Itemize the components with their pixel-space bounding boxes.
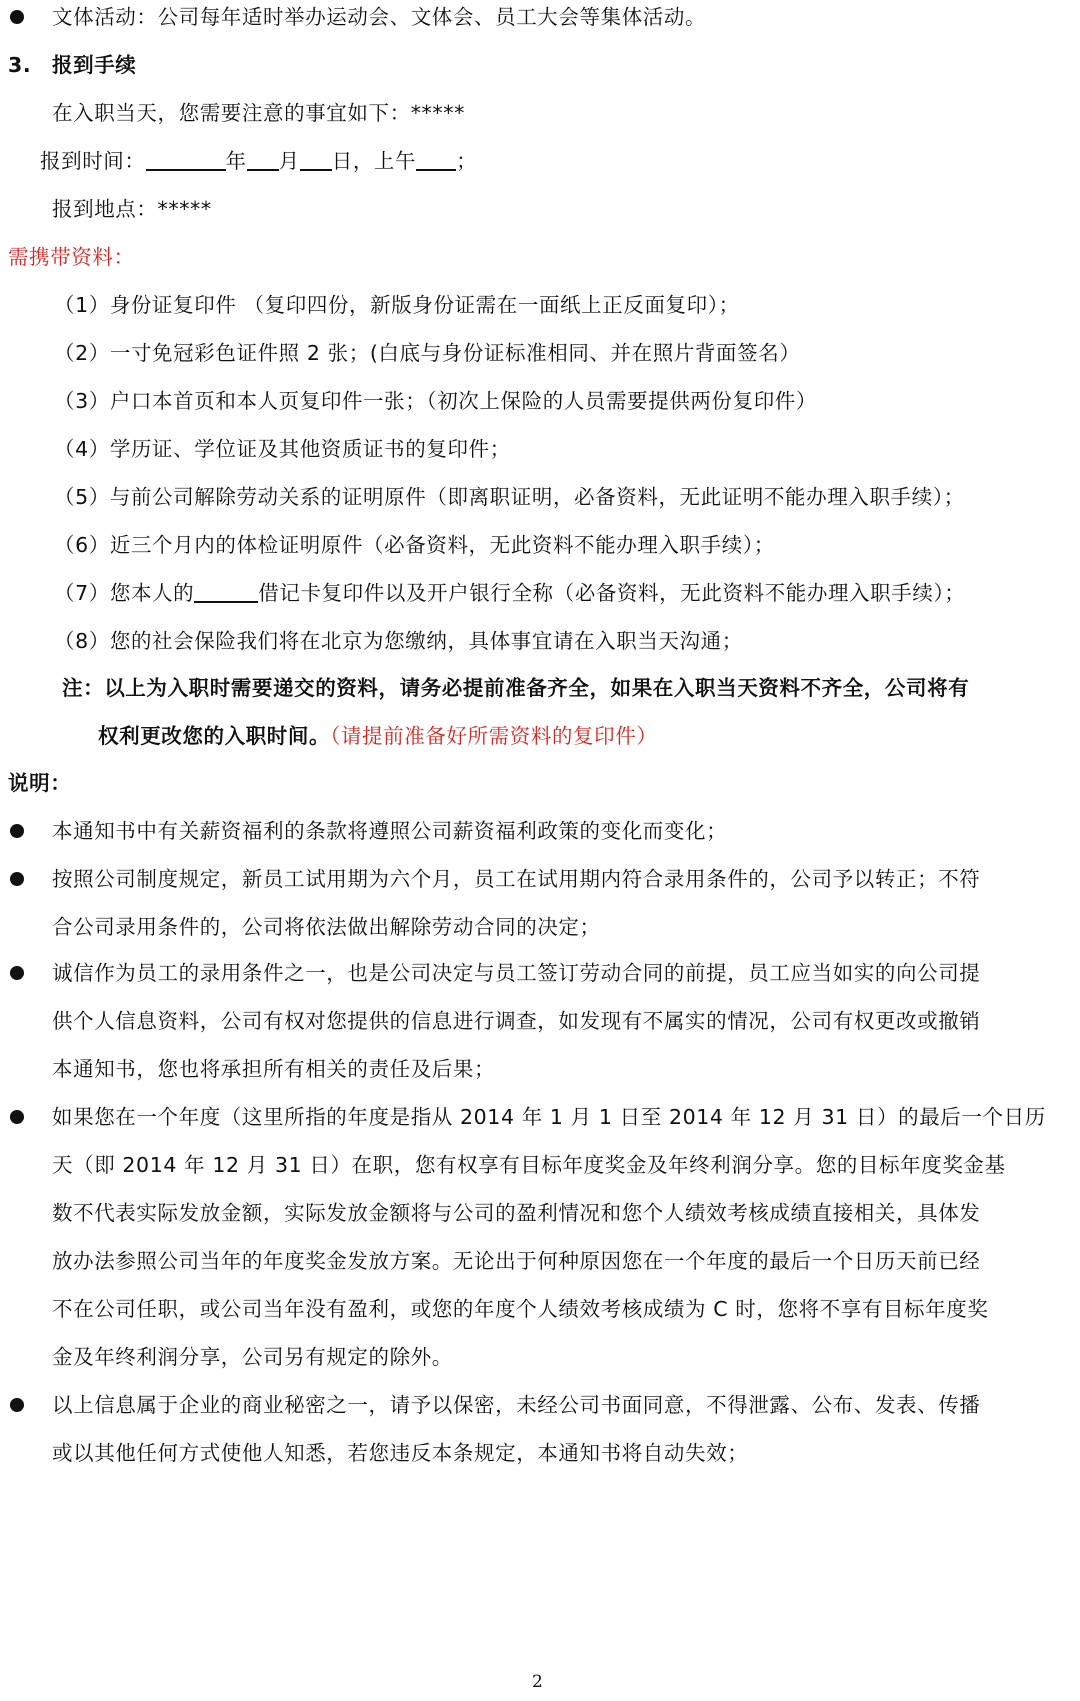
- explain-line: 供个人信息资料，公司有权对您提供的信息进行调查，如发现有不属实的情况，公司有权更改或撤销: [52, 1009, 981, 1033]
- list-item: （6）近三个月内的体检证明原件（必备资料，无此资料不能办理入职手续）；: [54, 533, 775, 557]
- section-title: 报到手续: [52, 53, 137, 77]
- report-time-label: 报到时间：: [40, 149, 146, 173]
- month-unit: 月: [278, 149, 300, 173]
- hour-blank: [416, 149, 456, 171]
- materials-heading: 需携带资料：: [8, 245, 135, 269]
- explain-line: 金及年终利润分享，公司另有规定的除外。: [52, 1345, 453, 1369]
- year-blank: [146, 149, 226, 171]
- month-blank: [247, 149, 279, 171]
- year-unit: 年: [225, 149, 247, 173]
- explain-line: 放办法参照公司当年的年度奖金发放方案。无论出于何种原因您在一个年度的最后一个日历天前已经: [52, 1249, 981, 1273]
- section-number: 3.: [8, 53, 32, 77]
- explain-line: 本通知书中有关薪资福利的条款将遵照公司薪资福利政策的变化而变化；: [52, 819, 728, 843]
- time-end: ；: [456, 149, 478, 173]
- bank-blank: [194, 581, 258, 603]
- note-red-reminder: （请提前准备好所需资料的复印件）: [330, 724, 658, 748]
- explain-heading: 说明：: [8, 771, 72, 795]
- list-item: （2）一寸免冠彩色证件照 2 张；(白底与身份证标准相同、并在照片背面签名）: [54, 341, 801, 365]
- bullet-icon: [10, 1398, 24, 1412]
- explain-line: 天（即 2014 年 12 月 31 日）在职，您有权享有目标年度奖金及年终利润分享。您的目标年度奖金基: [52, 1153, 1006, 1177]
- list-item-7: （7）您本人的 借记卡复印件以及开户银行全称（必备资料，无此资料不能办理入职手续）；: [54, 581, 966, 605]
- bullet-icon: [10, 824, 24, 838]
- report-time: [40, 146, 477, 176]
- intro-text: 在入职当天，您需要注意的事宜如下：*****: [52, 101, 465, 125]
- bullet-icon: [10, 1110, 24, 1124]
- list-item: （5）与前公司解除劳动关系的证明原件（即离职证明，必备资料，无此证明不能办理入职手续）；: [54, 485, 965, 509]
- list-item: （3）户口本首页和本人页复印件一张；（初次上保险的人员需要提供两份复印件）: [54, 389, 817, 413]
- explain-line: 按照公司制度规定，新员工试用期为六个月，员工在试用期内符合录用条件的，公司予以转正；不符: [52, 867, 981, 891]
- list-item: （1）身份证复印件 （复印四份，新版身份证需在一面纸上正反面复印）；: [54, 293, 740, 317]
- note-line-1: 注：以上为入职时需要递交的资料，请务必提前准备齐全，如果在入职当天资料不齐全，公司将有: [62, 676, 970, 700]
- bullet-icon: [10, 10, 24, 24]
- bullet-icon: [10, 966, 24, 980]
- note-line-2: 权利更改您的入职时间。（请提前准备好所需资料的复印件）: [98, 724, 658, 748]
- explain-line: 诚信作为员工的录用条件之一，也是公司决定与员工签订劳动合同的前提，员工应当如实的向公司提: [52, 961, 981, 985]
- day-unit: 日，上午: [331, 149, 417, 173]
- explain-line: 以上信息属于企业的商业秘密之一，请予以保密，未经公司书面同意，不得泄露、公布、发表、传播: [52, 1393, 981, 1417]
- explain-line: 合公司录用条件的，公司将依法做出解除劳动合同的决定；: [52, 915, 601, 939]
- day-blank: [300, 149, 332, 171]
- explain-line: 不在公司任职，或公司当年没有盈利，或您的年度个人绩效考核成绩为 C 时，您将不享有目标年度奖: [52, 1297, 989, 1321]
- activity-bullet-text: 文体活动：公司每年适时举办运动会、文体会、员工大会等集体活动。: [52, 5, 707, 29]
- explain-line: 数不代表实际发放金额，实际发放金额将与公司的盈利情况和您个人绩效考核成绩直接相关，具体发: [52, 1201, 981, 1225]
- explain-line: 如果您在一个年度（这里所指的年度是指从 2014 年 1 月 1 日至 2014 年 12 月 31 日）的最后一个日历: [52, 1105, 1046, 1129]
- page-number: 2: [532, 1672, 543, 1692]
- report-place: 报到地点：*****: [52, 197, 212, 221]
- bullet-icon: [10, 872, 24, 886]
- list-item: （8）您的社会保险我们将在北京为您缴纳，具体事宜请在入职当天沟通；: [54, 629, 743, 653]
- explain-line: 本通知书，您也将承担所有相关的责任及后果；: [52, 1057, 496, 1081]
- list-item: （4）学历证、学位证及其他资质证书的复印件；: [54, 437, 511, 461]
- explain-line: 或以其他任何方式使他人知悉，若您违反本条规定，本通知书将自动失效；: [52, 1441, 749, 1465]
